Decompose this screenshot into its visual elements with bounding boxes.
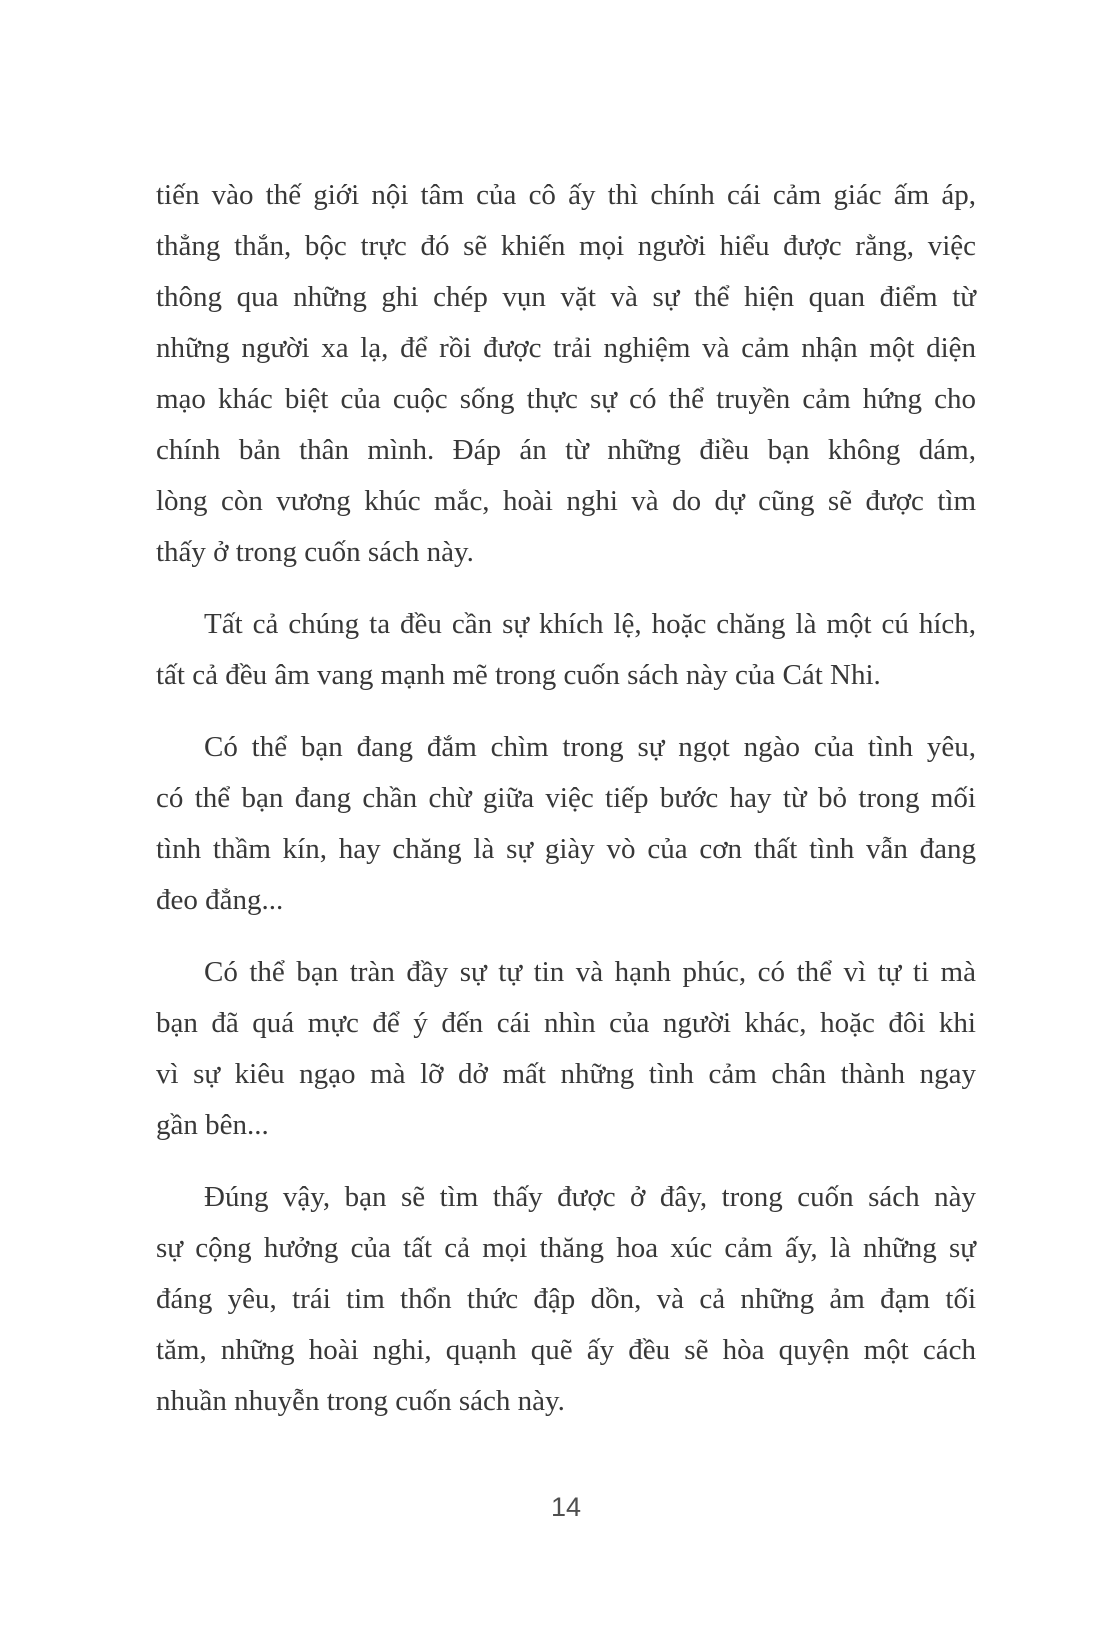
text-line: thẳng thắn, bộc trực đó sẽ khiến mọi người hiểu được rằng, việc — [156, 230, 976, 262]
text-line: tất cả đều âm vang mạnh mẽ trong cuốn sách này của Cát Nhi. — [156, 659, 881, 691]
page-text-block — [156, 170, 976, 1427]
paragraph — [156, 170, 976, 578]
text-line: gần bên... — [156, 1109, 269, 1141]
text-line: bạn đã quá mực để ý đến cái nhìn của người khác, hoặc đôi khi — [156, 1007, 976, 1039]
text-line: mạo khác biệt của cuộc sống thực sự có thể truyền cảm hứng cho — [156, 383, 976, 415]
text-line: thông qua những ghi chép vụn vặt và sự thể hiện quan điểm từ — [156, 281, 976, 313]
text-line: tình thầm kín, hay chăng là sự giày vò của cơn thất tình vẫn đang — [156, 833, 976, 865]
text-line: đáng yêu, trái tim thổn thức đập dồn, và cả những ảm đạm tối — [156, 1283, 976, 1315]
paragraph — [156, 947, 976, 1151]
text-line: Có thể bạn tràn đầy sự tự tin và hạnh phúc, có thể vì tự ti mà — [204, 956, 976, 988]
text-line: Đúng vậy, bạn sẽ tìm thấy được ở đây, trong cuốn sách này — [204, 1181, 976, 1213]
text-line: thấy ở trong cuốn sách này. — [156, 536, 474, 568]
text-line: Có thể bạn đang đắm chìm trong sự ngọt ngào của tình yêu, — [204, 731, 976, 763]
text-line: Tất cả chúng ta đều cần sự khích lệ, hoặc chăng là một cú hích, — [204, 608, 976, 640]
text-line: có thể bạn đang chần chừ giữa việc tiếp bước hay từ bỏ trong mối — [156, 782, 976, 814]
page-number: 14 — [550, 1492, 582, 1522]
paragraph — [156, 1172, 976, 1427]
text-line: những người xa lạ, để rồi được trải nghiệm và cảm nhận một diện — [156, 332, 976, 364]
text-line: vì sự kiêu ngạo mà lỡ dở mất những tình cảm chân thành ngay — [156, 1058, 976, 1090]
text-line: nhuần nhuyễn trong cuốn sách này. — [156, 1385, 565, 1417]
text-line: đeo đẳng... — [156, 884, 284, 916]
text-line: tăm, những hoài nghi, quạnh quẽ ấy đều sẽ hòa quyện một cách — [156, 1334, 976, 1366]
text-line: chính bản thân mình. Đáp án từ những điều bạn không dám, — [156, 434, 976, 466]
paragraph — [156, 722, 976, 926]
text-line: sự cộng hưởng của tất cả mọi thăng hoa xúc cảm ấy, là những sự — [156, 1232, 976, 1264]
paragraph — [156, 599, 976, 701]
text-line: tiến vào thế giới nội tâm của cô ấy thì chính cái cảm giác ấm áp, — [156, 179, 976, 211]
text-line: lòng còn vương khúc mắc, hoài nghi và do dự cũng sẽ được tìm — [156, 485, 976, 517]
